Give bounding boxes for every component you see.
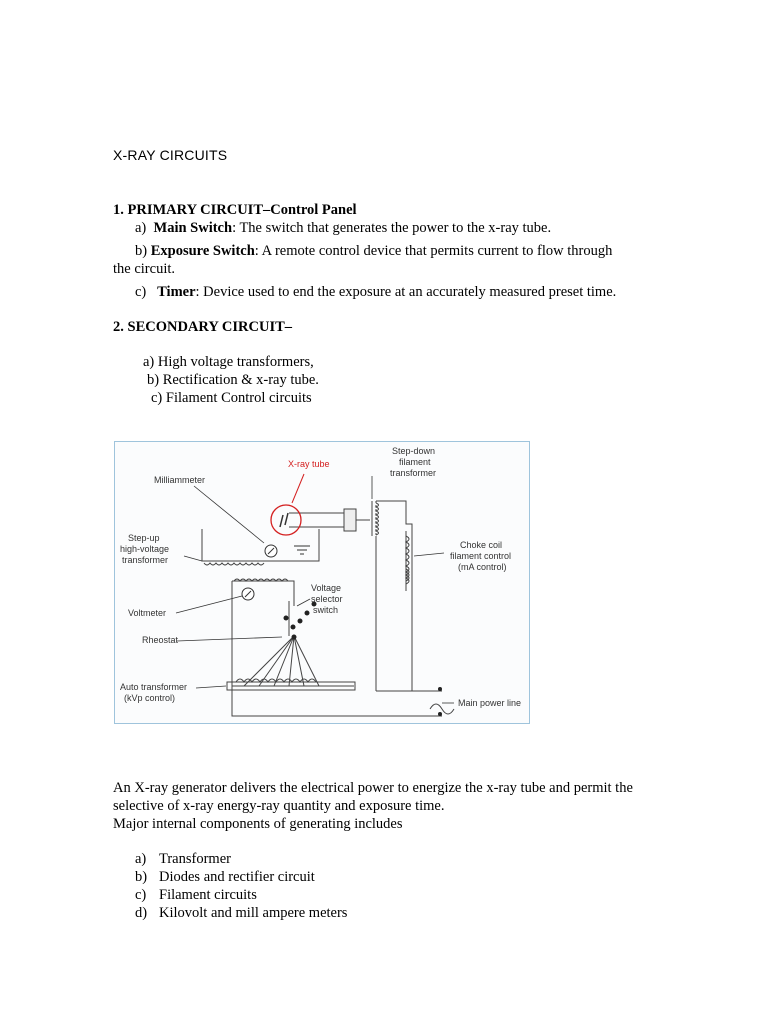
xray-circuit-diagram bbox=[114, 441, 530, 724]
primary-item-c bbox=[135, 283, 616, 301]
label-voltage-3: switch bbox=[313, 605, 339, 615]
label-stepdown-3: transformer bbox=[390, 468, 437, 478]
secondary-heading: 2. SECONDARY CIRCUIT– bbox=[113, 319, 293, 335]
item-text: Transformer bbox=[159, 851, 231, 867]
generator-item-d bbox=[135, 904, 347, 922]
item-text: Kilovolt and mill ampere meters bbox=[159, 905, 348, 921]
label-stepup-1: Step-up bbox=[128, 533, 160, 543]
label-choke-1: Choke coil bbox=[460, 540, 503, 550]
item-text: Filament circuits bbox=[159, 887, 257, 903]
label-stepdown-2: filament bbox=[399, 457, 431, 467]
primary-item-a bbox=[135, 219, 551, 237]
page-title: X-RAY CIRCUITS bbox=[113, 147, 228, 163]
label-voltage-2: selector bbox=[311, 594, 343, 604]
list-marker: c) bbox=[135, 887, 147, 903]
item-text: Diodes and rectifier circuit bbox=[159, 869, 315, 885]
term-exposure-switch: Exposure Switch bbox=[150, 243, 255, 259]
primary-heading: 1. PRIMARY CIRCUIT–Control Panel bbox=[113, 202, 357, 218]
item-text: : The switch that generates the power to the x-ray tube. bbox=[232, 220, 552, 236]
label-stepdown-1: Step-down bbox=[392, 446, 436, 456]
item-text: : A remote control device that permits current to flow through bbox=[254, 243, 613, 259]
label-xray-tube: X-ray tube bbox=[288, 459, 330, 469]
label-rheostat: Rheostat bbox=[142, 635, 179, 645]
list-marker: b) bbox=[135, 869, 148, 885]
primary-item-b bbox=[135, 242, 612, 260]
term-timer: Timer bbox=[157, 284, 196, 300]
label-auto-1: Auto transformer bbox=[120, 682, 188, 692]
label-auto-2: (kVp control) bbox=[124, 693, 176, 703]
generator-item-c bbox=[135, 886, 257, 904]
label-stepup-2: high-voltage bbox=[120, 544, 170, 554]
list-marker: a) bbox=[135, 851, 147, 867]
secondary-item-a: a) High voltage transformers, bbox=[143, 354, 314, 370]
label-choke-2: filament control bbox=[450, 551, 512, 561]
term-main-switch: Main Switch bbox=[153, 220, 233, 236]
circuit-svg bbox=[114, 441, 530, 724]
generator-para2: Major internal components of generating includes bbox=[113, 816, 403, 832]
label-voltage-1: Voltage bbox=[311, 583, 342, 593]
generator-item-b bbox=[135, 868, 315, 886]
list-marker: b) bbox=[135, 243, 148, 259]
primary-item-b-continuation: the circuit. bbox=[113, 261, 176, 277]
generator-item-a bbox=[135, 850, 231, 868]
item-text: : Device used to end the exposure at an accurately measured preset time. bbox=[195, 284, 617, 300]
list-marker: a) bbox=[135, 220, 147, 236]
generator-para-line1: An X-ray generator delivers the electrical power to energize the x-ray tube and permit the bbox=[113, 780, 633, 796]
label-milliammeter: Milliammeter bbox=[154, 475, 206, 485]
label-choke-3: (mA control) bbox=[458, 562, 507, 572]
secondary-item-b: b) Rectification & x-ray tube. bbox=[147, 372, 319, 388]
list-marker: d) bbox=[135, 905, 148, 921]
generator-para-line2: selective of x-ray energy-ray quantity and exposure time. bbox=[113, 798, 445, 814]
label-voltmeter: Voltmeter bbox=[128, 608, 167, 618]
secondary-item-c: c) Filament Control circuits bbox=[151, 390, 312, 406]
label-main-power-line: Main power line bbox=[458, 698, 522, 708]
label-stepup-3: transformer bbox=[122, 555, 169, 565]
list-marker: c) bbox=[135, 284, 147, 300]
